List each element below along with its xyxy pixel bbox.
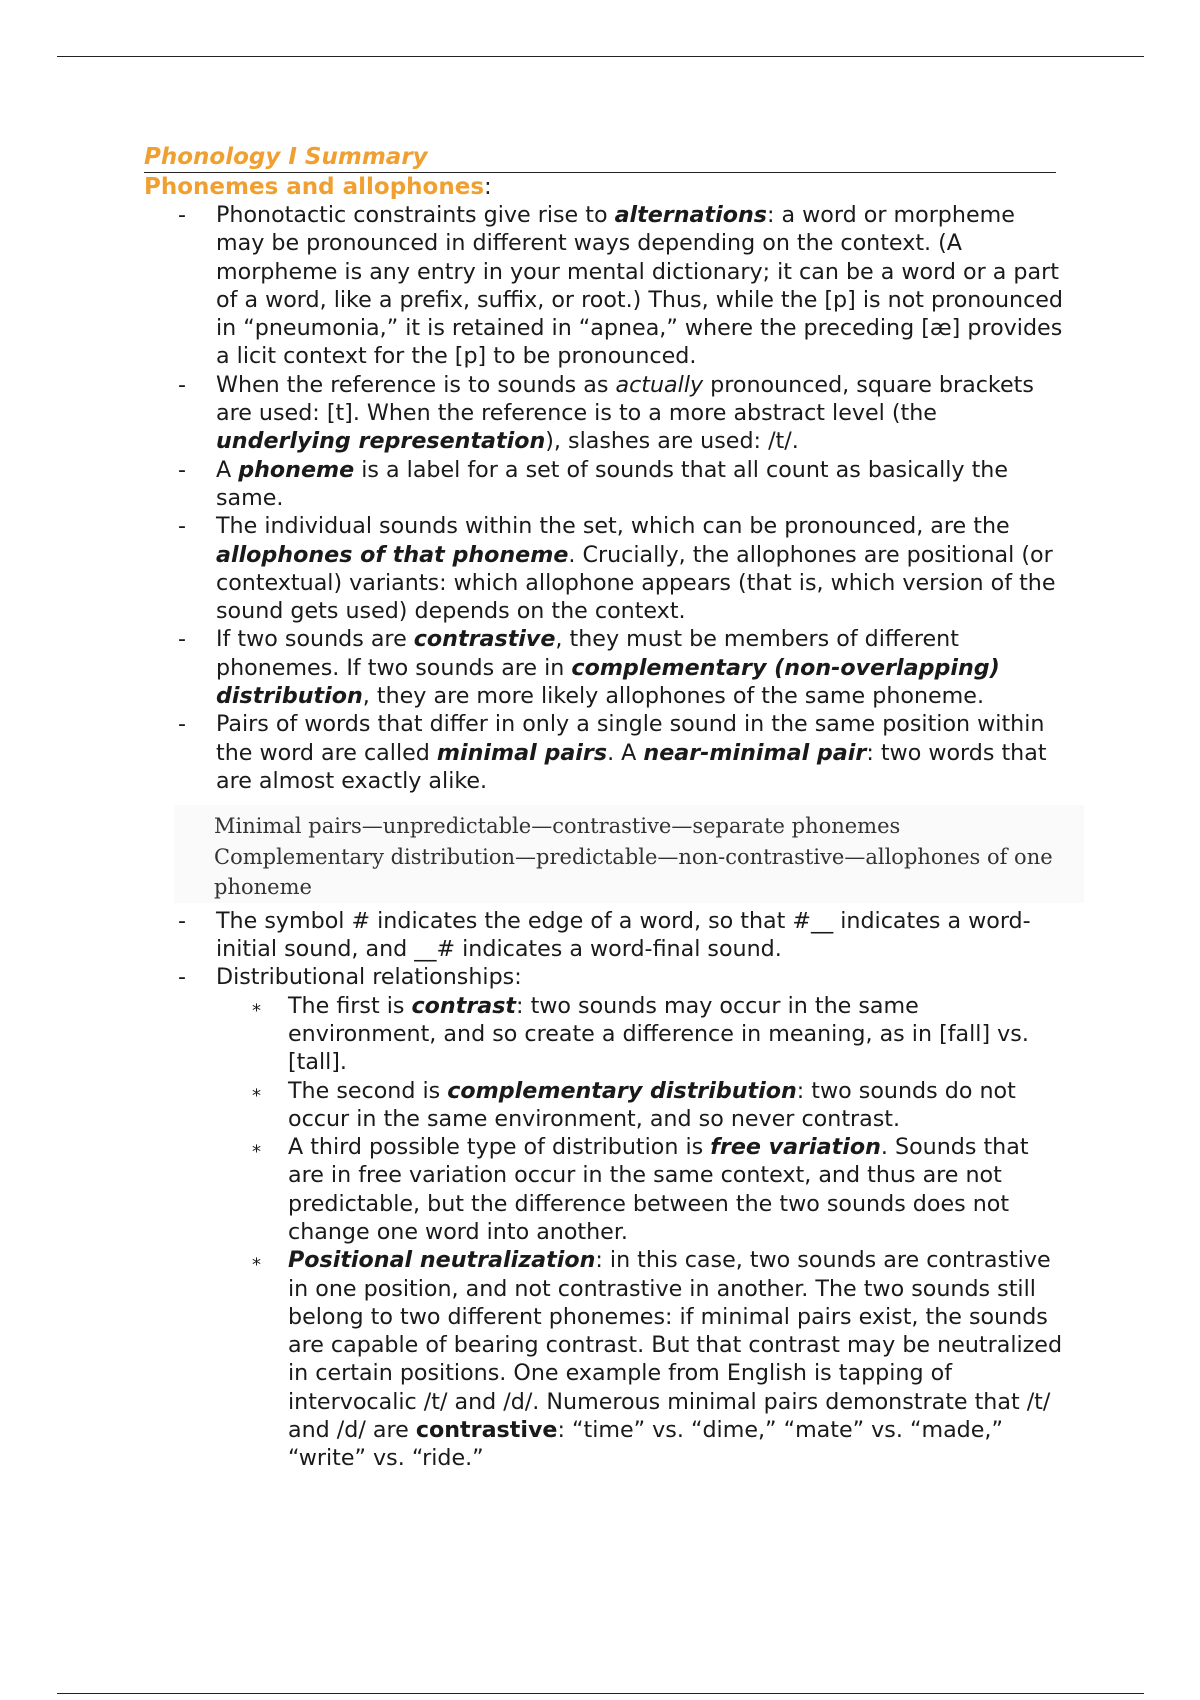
asterisk-bullet-icon: ⁎ [252, 1136, 261, 1158]
text: A [216, 456, 239, 483]
key-term: complementary distribution [447, 1077, 797, 1104]
key-term: contrastive [415, 1417, 558, 1444]
section-heading-colon: : [484, 174, 492, 200]
header-rule [57, 56, 1144, 57]
text: . Sounds that are in free variation occur in the same context, and thus are not predictable, but the difference between the two sounds does not change one word into another. [288, 1134, 1029, 1245]
bullet-list [144, 201, 1064, 795]
sub-list [216, 992, 1064, 1473]
section-heading-text: Phonemes and allophones [144, 174, 485, 200]
text: , they must be members of different phonemes. If two sounds are in [216, 626, 959, 681]
key-term: near-minimal pair [643, 739, 867, 766]
text: pronounced, square brackets are used: [t]. When the reference is to a more abstract level (the [216, 371, 1034, 427]
text: The second is [288, 1077, 448, 1104]
list-item [144, 371, 1064, 456]
text: : “time” vs. “dime,” “mate” vs. “made,” “write” vs. “ride.” [288, 1417, 1003, 1472]
callout-line: Minimal pairs—unpredictable—contrastive—separate phonemes [214, 814, 901, 839]
text: : a word or morpheme may be pronounced in different ways depending on the context. (A morpheme is any entry in your mental dictionary; it can be a word or a part of a word, like a prefix, suffix, or root.) Thus, while the [p] is not pronounced in “pneumonia,” it is retained in “apnea,” where the preceding [æ] provides a licit context for the [p] to be pronounced. [216, 202, 1064, 370]
sub-list-item [216, 1077, 1064, 1134]
text: . Crucially, the allophones are positional (or contextual) variants: which allophone appears (that is, which version of the sound gets used) depends on the context. [216, 541, 1056, 625]
text: , they are more likely allophones of the same phoneme. [362, 683, 984, 710]
sub-list-item [216, 1246, 1064, 1472]
callout-line: Complementary distribution—predictable—non-contrastive—allophones of one phoneme [214, 844, 1053, 900]
key-term: phoneme [238, 456, 355, 483]
text: When the reference is to sounds as [216, 371, 616, 398]
key-term: contrast [411, 992, 517, 1019]
list-item [144, 456, 1064, 513]
sub-list-item [216, 992, 1064, 1077]
bullet-list [144, 907, 1064, 1473]
text: Phonotactic constraints give rise to [216, 202, 615, 228]
text: The individual sounds within the set, which can be pronounced, are the [216, 513, 1010, 540]
list-item [144, 625, 1064, 710]
footer-rule [57, 1693, 1144, 1694]
key-term: contrastive [413, 626, 556, 653]
section-heading [144, 173, 1064, 201]
asterisk-bullet-icon: ⁎ [252, 994, 261, 1016]
list-item [144, 710, 1064, 795]
text: : two sounds do not occur in the same environment, and so never contrast. [288, 1077, 1016, 1132]
list-item [144, 963, 1064, 1472]
list-item [144, 201, 1064, 371]
summary-callout [174, 805, 1084, 903]
asterisk-bullet-icon: ⁎ [252, 1079, 261, 1101]
text: Pairs of words that differ in only a single sound in the same position within the word are called [216, 711, 1045, 766]
text: : two words that are almost exactly alike. [216, 739, 1047, 794]
emphasis: actually [615, 371, 704, 398]
key-term: Positional neutralization [288, 1247, 596, 1274]
key-term: free variation [710, 1134, 881, 1161]
text: The first is [288, 992, 412, 1019]
text: The symbol # indicates the edge of a word, so that #__ indicates a word-initial sound, and __# indicates a word-final sound. [216, 907, 1031, 963]
document-body [144, 142, 1064, 1473]
text: Distributional relationships: [216, 964, 522, 991]
text: : two sounds may occur in the same environment, and so create a difference in meaning, as in [fall] vs. [tall]. [288, 992, 1029, 1076]
key-term: allophones of that phoneme [216, 541, 569, 568]
key-term: alternations [614, 202, 767, 228]
list-item [144, 512, 1064, 625]
key-term: underlying representation [216, 428, 546, 455]
text: A third possible type of distribution is [288, 1134, 711, 1161]
text: ), slashes are used: /t/. [545, 428, 799, 455]
text: : in this case, two sounds are contrastive in one position, and not contrastive in another. The two sounds still belong to two different phonemes: if minimal pairs exist, the sounds are capable of bearing contrast. But that contrast may be neutralized in certain positions. One example from English is tapping of intervocalic /t/ and /d/. Numerous minimal pairs demonstrate that /t/ and /d/ are [288, 1247, 1063, 1444]
text: . A [607, 739, 644, 766]
key-term: complementary (non-overlapping) distribution [216, 654, 1000, 710]
sub-list-item [216, 1133, 1064, 1246]
text: is a label for a set of sounds that all count as basically the same. [216, 456, 1008, 511]
list-item [144, 907, 1064, 964]
asterisk-bullet-icon: ⁎ [252, 1249, 261, 1271]
text: If two sounds are [216, 626, 414, 653]
key-term: minimal pairs [436, 739, 608, 766]
document-title: Phonology I Summary [144, 142, 1056, 173]
